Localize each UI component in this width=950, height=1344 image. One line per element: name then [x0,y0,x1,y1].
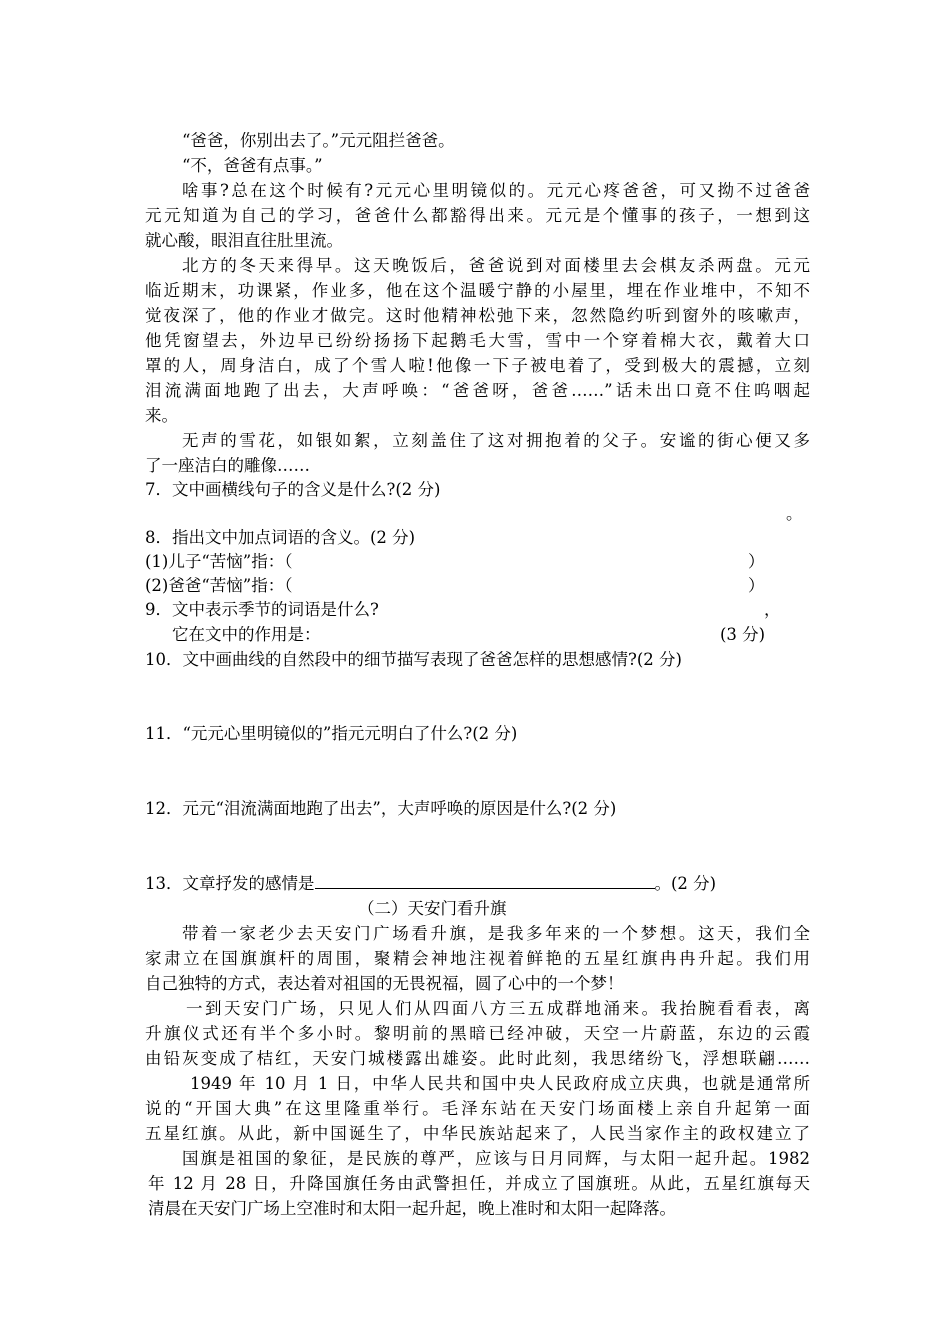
question-7: 7．文中画横线句子的含义是什么?(2 分) [145,480,441,499]
paragraph-line: 了一座洁白的雕像…… [145,456,310,475]
question-9: 9．文中表示季节的词语是什么? [145,600,379,619]
paragraph-line: 清晨在天安门广场上空准时和太阳一起升起，晚上准时和太阳一起降落。 [148,1199,676,1218]
section-title: （二）天安门看升旗 [358,899,507,918]
paragraph-line: 自己独特的方式，表达着对祖国的无畏祝福，圆了心中的一个梦！ [145,974,624,993]
paragraph-line: 临近期末，功课紧，作业多，他在这个温暖宁静的小屋里，埋在作业堆中，不知不 [145,281,810,300]
paragraph-line: 无声的雪花，如银如絮，立刻盖住了这对拥抱着的父子。安谧的街心便又多 [182,431,810,450]
question-10: 10．文中画曲线的自然段中的细节描写表现了爸爸怎样的思想感情?(2 分) [145,650,682,669]
question-8-2: (2)爸爸“苦恼”指：（ [145,576,293,595]
question-8-2-close: ） [748,576,765,595]
paragraph-line: 泪流满面地跑了出去，大声呼唤：“爸爸呀，爸爸……”话未出口竟不住呜咽起 [145,381,810,400]
paragraph-line: 带着一家老少去天安门广场看升旗，是我多年来的一个梦想。这天，我们全 [182,924,810,943]
paragraph-line: 五星红旗。从此，新中国诞生了，中华民族站起来了，人民当家作主的政权建立了 [145,1124,810,1143]
paragraph-line: 家肃立在国旗旗杆的周围，聚精会神地注视着鲜艳的五星红旗冉冉升起。我们用 [145,949,810,968]
paragraph-line: 国旗是祖国的象征，是民族的尊严，应该与日月同辉，与太阳一起升起。1982 [182,1149,810,1168]
question-8-1-close: ） [748,552,765,571]
paragraph-line: 啥事?总在这个时候有?元元心里明镜似的。元元心疼爸爸，可又拗不过爸爸 [182,181,810,200]
paragraph-dialogue-2: “不，爸爸有点事。” [182,156,323,175]
paragraph-line: 他凭窗望去，外边早已纷纷扬扬下起鹅毛大雪，雪中一个穿着棉大衣，戴着大口 [145,331,810,350]
question-7-end-mark: 。 [786,504,803,523]
paragraph-line: 一到天安门广场，只见人们从四面八方三五成群地涌来。我抬腕看看表，离 [186,999,810,1018]
paragraph-line: 元元知道为自己的学习，爸爸什么都豁得出来。元元是个懂事的孩子，一想到这 [145,206,810,225]
paragraph-line: 升旗仪式还有半个多小时。黎明前的黑暗已经冲破，天空一片蔚蓝，东边的云霞 [145,1024,810,1043]
question-9-score: (3 分) [720,625,766,644]
paragraph-line: 1949 年 10 月 1 日，中华人民共和国中央人民政府成立庆典，也就是通常所 [190,1074,810,1093]
answer-blank [315,872,655,889]
paragraph-line: 觉夜深了，他的作业才做完。这时他精神松弛下来，忽然隐约听到窗外的咳嗽声， [145,306,810,325]
paragraph-line: 就心酸，眼泪直往肚里流。 [145,231,343,250]
question-8-1: (1)儿子“苦恼”指：（ [145,552,293,571]
paragraph-line: 由铅灰变成了桔红，天安门城楼露出雄姿。此时此刻，我思绪纷飞，浮想联翩…… [145,1049,810,1068]
paragraph-line: 说的“开国大典”在这里隆重举行。毛泽东站在天安门场面楼上亲自升起第一面 [145,1099,810,1118]
paragraph-dialogue-1: “爸爸，你别出去了。”元元阻拦爸爸。 [182,131,455,150]
paragraph-line: 来。 [145,406,178,425]
question-13-text: 13．文章抒发的感情是 [145,874,315,893]
paragraph-line: 罩的人，周身洁白，成了个雪人啦!他像一下子被电着了，受到极大的震撼，立刻 [145,356,810,375]
paragraph-line: 北方的冬天来得早。这天晚饭后，爸爸说到对面楼里去会棋友杀两盘。元元 [182,256,810,275]
question-13 [145,872,716,896]
question-11: 11．“元元心里明镜似的”指元元明白了什么?(2 分) [145,724,518,743]
question-8: 8．指出文中加点词语的含义。(2 分) [145,528,416,547]
question-12: 12．元元“泪流满面地跑了出去”，大声呼唤的原因是什么?(2 分) [145,799,617,818]
paragraph-line: 年 12 月 28 日，升降国旗任务由武警担任，并成立了国旗班。从此，五星红旗每天 [148,1174,810,1193]
question-9-part-b: 它在文中的作用是： [172,625,321,644]
question-9-comma: ， [764,600,781,619]
question-13-end: 。(2 分) [654,874,717,893]
